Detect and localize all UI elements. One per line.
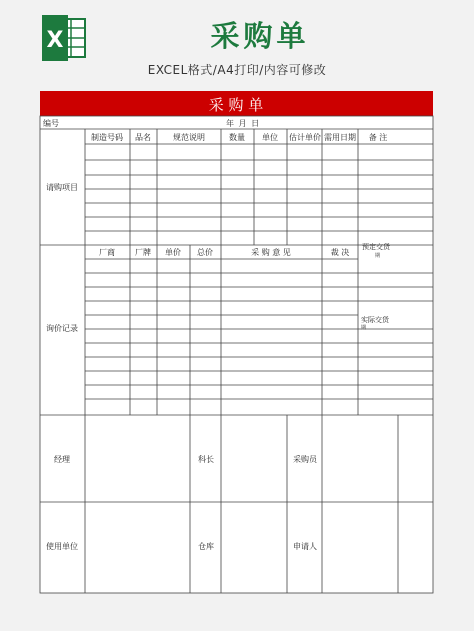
- signature-warehouse: 仓库: [198, 542, 214, 551]
- inquiry-section-label: 询价记录: [46, 324, 78, 333]
- inquiry-col-brand: 厂牌: [135, 248, 151, 257]
- date-label: 年 月 日: [226, 119, 261, 128]
- signature-applicant: 申请人: [293, 542, 317, 551]
- request-col-qty: 数量: [229, 133, 245, 142]
- logo-letter: X: [46, 28, 64, 53]
- request-col-unit: 单位: [262, 133, 278, 142]
- actual-delivery-note-sub: 期: [361, 325, 367, 331]
- inquiry-col-total: 总价: [197, 248, 213, 257]
- planned-delivery-note-sub: 期: [375, 253, 381, 259]
- inquiry-col-decision: 裁 决: [330, 248, 350, 257]
- page-title: 采购单: [210, 19, 310, 53]
- request-col-remark: 备 注: [368, 133, 388, 142]
- request-col-price: 估计单价: [289, 133, 321, 142]
- planned-delivery-note: 预定交货: [362, 243, 390, 251]
- request-col-spec: 规范说明: [173, 133, 205, 142]
- signature-buyer: 采购员: [293, 455, 317, 464]
- signature-using-unit: 使用单位: [46, 542, 78, 551]
- signature-manager: 经理: [54, 455, 70, 464]
- request-col-date: 需用日期: [324, 133, 356, 142]
- inquiry-col-price: 单价: [165, 248, 181, 257]
- number-label: 编号: [43, 119, 59, 128]
- form-banner-title: 采 购 单: [208, 96, 264, 114]
- actual-delivery-note: 实际交货: [361, 316, 389, 324]
- request-col-name: 品名: [135, 133, 151, 142]
- signature-section-chief: 科长: [198, 455, 214, 464]
- inquiry-col-vendor: 厂商: [99, 248, 115, 257]
- page-subtitle: EXCEL格式/A4打印/内容可修改: [147, 63, 327, 77]
- request-col-code: 制造号码: [91, 133, 123, 142]
- inquiry-col-opinion: 采 购 意 见: [251, 248, 291, 257]
- request-section-label: 请购项目: [46, 183, 78, 192]
